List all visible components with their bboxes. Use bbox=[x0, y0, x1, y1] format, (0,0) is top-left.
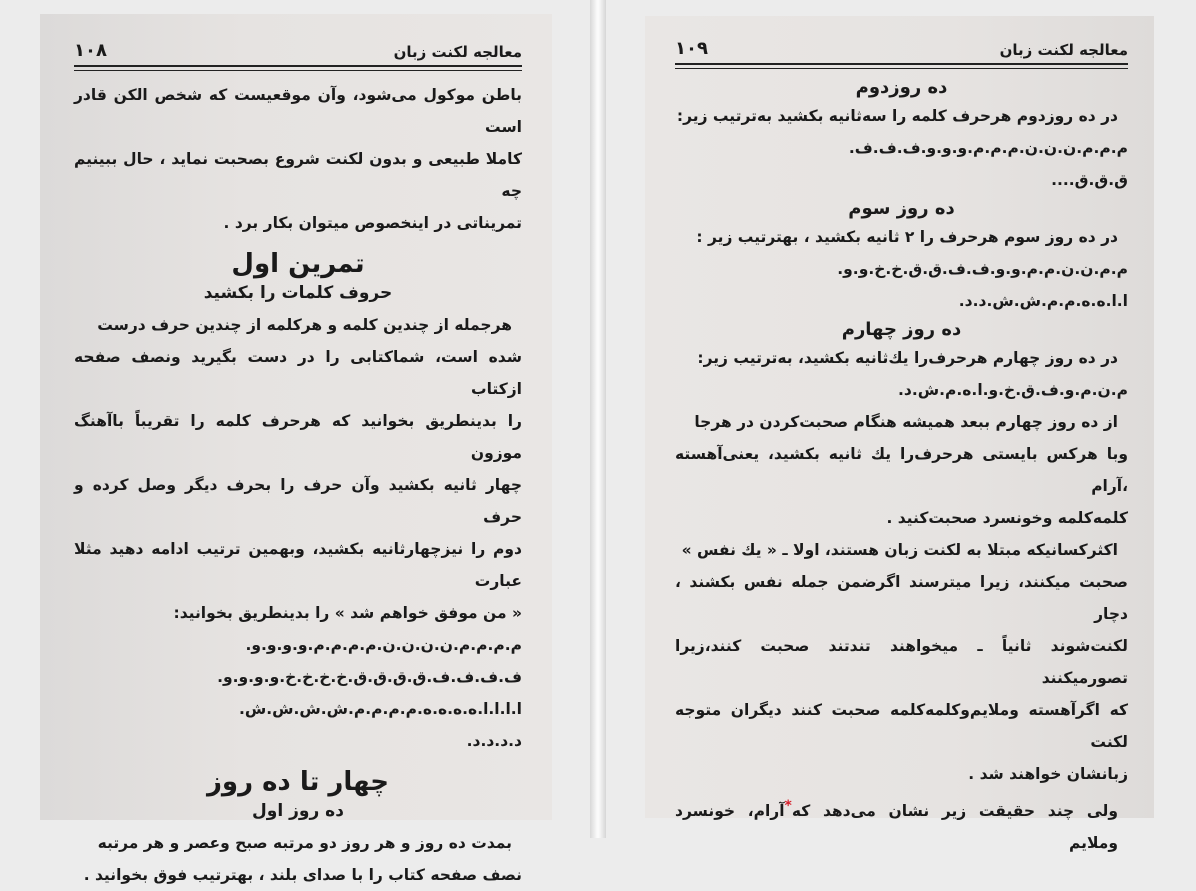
letter-sequence-line: ا.ا.ا.ا.ه.ه.ه.ه.م.م.م.م.ش.ش.ش.ش. bbox=[238, 700, 522, 718]
right-page-header bbox=[675, 38, 1128, 65]
text-line: صحبت میکنند، زیرا میترسند اگرضمن جمله نفس بکشند ، دچار bbox=[675, 573, 1128, 623]
text-line: را بدینطریق بخوانید که هرحرف کلمه را تقریباً باآهنگ موزون bbox=[74, 412, 522, 462]
text-line: دوم را نیزچهارثانیه بکشید، وبهمین ترتیب ادامه دهید مثلا عبارت bbox=[74, 540, 522, 590]
text-fragment: ولی چند حقیقت زیر نشان می‌دهد که bbox=[791, 802, 1118, 821]
section-heading: چهار تا ده روز bbox=[206, 767, 390, 797]
letter-sequence-line: م.م.م.ن.ن.ن.م.م.م.و.و.و.ف.ف.ف. bbox=[848, 139, 1128, 157]
text-line: در ده روزدوم هرحرف کلمه را سه‌ثانیه بکشید به‌ترتیب زیر: bbox=[676, 107, 1118, 125]
letter-sequence-line: م.م.ن.ن.م.م.و.و.ف.ف.ق.ق.خ.خ.و.و. bbox=[837, 260, 1128, 278]
text-line: کاملا طبیعی و بدون لکنت شروع بصحبت نماید ، حال ببینیم چه bbox=[74, 150, 522, 200]
running-title: معالجه لکنت زبان bbox=[999, 41, 1128, 59]
left-page bbox=[40, 14, 552, 884]
day-heading: ده روز چهارم bbox=[841, 319, 962, 340]
text-line: اکثرکسانیکه مبتلا به لکنت زبان هستند، اولا ـ « یك نفس » bbox=[681, 541, 1118, 559]
left-page-header bbox=[74, 40, 522, 67]
text-line: شده است، شماکتابی را در دست بگیرید ونصف صفحه ازکتاب bbox=[74, 348, 522, 398]
letter-sequence-line: م.م.م.م.ن.ن.ن.ن.م.م.م.م.و.و.و.و. bbox=[245, 636, 522, 654]
last-text-line bbox=[675, 790, 1128, 859]
text-line: تمریناتی در اینخصوص میتوان بکار برد . bbox=[223, 214, 522, 232]
page-number: ۱۰۸ bbox=[74, 40, 107, 61]
text-line: در ده روز سوم هرحرف را ۲ ثانیه بکشید ، بهترتیب زیر : bbox=[696, 228, 1118, 246]
header-rule bbox=[74, 70, 522, 71]
letter-sequence-line: د.د.د.د. bbox=[466, 732, 522, 750]
letter-sequence-line: ق.ق.ق.... bbox=[1051, 171, 1128, 189]
text-line: هرجمله از چندین کلمه و هرکلمه از چندین حرف درست bbox=[97, 316, 512, 334]
right-page bbox=[645, 16, 1154, 853]
text-line: از ده روز چهارم ببعد همیشه هنگام صحبت‌کردن در هرجا bbox=[694, 413, 1118, 431]
text-line: زبانشان خواهند شد . bbox=[968, 765, 1128, 783]
page-number: ۱۰۹ bbox=[675, 38, 708, 59]
day-heading: ده روزدوم bbox=[855, 77, 948, 98]
letter-sequence-line: ا.ا.ه.ه.م.م.ش.ش.د.د. bbox=[958, 292, 1128, 310]
red-mark: * bbox=[784, 798, 792, 814]
text-line: چهار ثانیه بکشید وآن حرف را بحرف دیگر وصل کرده و حرف bbox=[74, 476, 522, 526]
section-subheading: ده روز اول bbox=[252, 801, 344, 821]
page-gutter bbox=[590, 0, 606, 838]
text-line: که اگرآهسته وملایم‌وکلمه‌کلمه صحبت کنند دیگران متوجه لکنت bbox=[675, 701, 1128, 751]
text-line: باطن موکول می‌شود، وآن موقعیست که شخص الکن قادر است bbox=[74, 86, 522, 136]
text-line: وبا هرکس بایستی هرحرف‌را یك ثانیه بکشید، یعنی‌آهسته ،آرام bbox=[675, 445, 1128, 495]
section-subheading: حروف کلمات را بکشید bbox=[203, 283, 393, 303]
section-heading: تمرین اول bbox=[231, 249, 365, 279]
text-line: در ده روز چهارم هرحرف‌را یك‌ثانیه بکشید، به‌ترتیب زیر: bbox=[697, 349, 1118, 367]
text-line: کلمه‌کلمه وخونسرد صحبت‌کنید . bbox=[886, 509, 1128, 527]
letter-sequence-line: ف.ف.ف.ف.ق.ق.ق.ق.خ.خ.خ.خ.و.و.و.و. bbox=[217, 668, 522, 686]
letter-sequence-line: م.ن.م.و.ف.ق.خ.و.ا.ه.م.ش.د. bbox=[898, 381, 1128, 399]
running-title: معالجه لکنت زبان bbox=[393, 43, 522, 61]
text-fragment: آرام، خونسرد وملایم bbox=[675, 802, 1118, 853]
text-line: بمدت ده روز و هر روز دو مرتبه صبح وعصر و هر مرتبه bbox=[97, 834, 512, 852]
text-line: « من موفق خواهم شد » را بدینطریق بخوانید: bbox=[173, 604, 522, 622]
header-rule bbox=[675, 68, 1128, 69]
text-line: نصف صفحه کتاب را با صدای بلند ، بهترتیب فوق بخوانید . bbox=[83, 866, 522, 884]
day-heading: ده روز سوم bbox=[848, 198, 955, 219]
text-line: لکنت‌شوند ثانیاً ـ میخواهند تندتند صحبت کنند،زیرا تصورمیکنند bbox=[675, 637, 1128, 687]
